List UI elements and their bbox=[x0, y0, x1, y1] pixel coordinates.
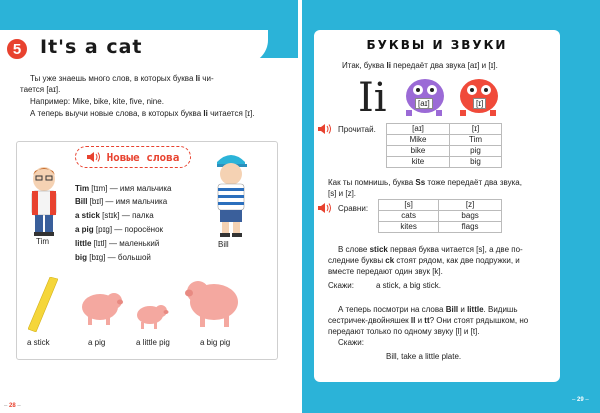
pig-illustration bbox=[78, 285, 124, 327]
letter-ii: Ii bbox=[195, 74, 201, 83]
intro-text: чи- bbox=[200, 74, 214, 83]
intro-paragraph-2: Например: Mike, bike, kite, five, nine. bbox=[30, 97, 164, 106]
intro-paragraph-1-cont: тается [aɪ]. bbox=[20, 85, 61, 94]
read-label: Прочитай. bbox=[338, 125, 376, 134]
speaker-icon[interactable] bbox=[318, 124, 332, 134]
say-phrase: a stick, a big stick. bbox=[376, 281, 441, 290]
speaker-icon[interactable] bbox=[87, 152, 101, 162]
object-caption: a big pig bbox=[200, 338, 231, 347]
lesson-title: It's a cat bbox=[40, 36, 143, 58]
read-table: [aɪ] [ɪ] Mike Tim bike pig kite big bbox=[386, 123, 502, 168]
compare-table: [s] [z] cats bags kites flags bbox=[378, 199, 502, 233]
big-pig-illustration bbox=[184, 272, 246, 328]
intro-text: А теперь выучи новые слова, в которых буква bbox=[30, 109, 204, 118]
monster-label: [ɪ] bbox=[473, 98, 486, 109]
intro-text: читается [ɪ]. bbox=[210, 109, 255, 118]
ss-paragraph-cont: [s] и [z]. bbox=[328, 189, 357, 198]
compare-label: Сравни: bbox=[338, 204, 369, 213]
left-page bbox=[0, 0, 298, 413]
say-label: Скажи: bbox=[338, 338, 364, 347]
monster-label: [aɪ] bbox=[415, 98, 433, 109]
stick-illustration bbox=[28, 277, 58, 332]
letter-ii: Ii bbox=[203, 109, 208, 118]
bill-paragraph: сестричек-двойняшек ll и tt? Они стоят рядышком, но bbox=[328, 316, 529, 325]
stick-paragraph: В слове stick первая буква читается [s], а две по- bbox=[338, 245, 523, 254]
purple-monster-illustration bbox=[402, 70, 448, 118]
ss-paragraph: Как ты помнишь, буква Ss тоже передаёт два звука, bbox=[328, 178, 522, 187]
red-monster-illustration bbox=[456, 70, 502, 118]
right-page bbox=[302, 0, 600, 413]
little-pig-illustration bbox=[133, 298, 169, 330]
vocab-line: big [bɪg] — большой bbox=[75, 253, 151, 262]
vocab-line: Tim [tɪm] — имя мальчика bbox=[75, 184, 172, 193]
bill-paragraph: передают только по одному звуку [l] и [t]. bbox=[328, 327, 480, 336]
page-number-left: – 28 – bbox=[4, 403, 21, 409]
stick-paragraph: следние буквы ck стоят рядом, как две подружки, и bbox=[328, 256, 520, 265]
intro-text: Ты уже знаешь много слов, в которых буква bbox=[30, 74, 196, 83]
object-caption: a stick bbox=[27, 338, 50, 347]
object-caption: a pig bbox=[88, 338, 106, 347]
say-label: Скажи: bbox=[328, 281, 354, 290]
speaker-icon[interactable] bbox=[318, 203, 332, 213]
page-number-right: – 29 – bbox=[572, 397, 589, 403]
say-phrase: Bill, take a little plate. bbox=[386, 352, 462, 361]
intro-line: Итак, буква Ii передаёт два звука [aɪ] и [ɪ]. bbox=[342, 61, 498, 70]
tim-illustration bbox=[22, 165, 66, 237]
section-title: БУКВЫ И ЗВУКИ bbox=[366, 38, 508, 52]
vocab-line: Bill [bɪl] — имя мальчика bbox=[75, 197, 168, 206]
intro-paragraph-1 bbox=[20, 73, 282, 84]
intro-paragraph-3 bbox=[20, 108, 282, 119]
big-letter-ii: Ii bbox=[358, 75, 387, 121]
vocab-line: a stick [stɪk] — палка bbox=[75, 211, 154, 220]
content-panel bbox=[314, 30, 560, 382]
lesson-number-badge: 5 bbox=[5, 37, 29, 61]
vocab-header bbox=[75, 146, 191, 168]
vocab-header-label: Новые слова bbox=[106, 150, 180, 164]
vocab-line: little [lɪtl] — маленький bbox=[75, 239, 160, 248]
bill-illustration bbox=[209, 150, 253, 238]
bill-caption: Bill bbox=[218, 240, 229, 249]
vocab-line: a pig [pɪg] — поросёнок bbox=[75, 225, 164, 234]
tim-caption: Tim bbox=[36, 237, 50, 246]
stick-paragraph: вместе передают один звук [k]. bbox=[328, 267, 443, 276]
bill-paragraph: А теперь посмотри на слова Bill и little. Видишь bbox=[338, 305, 518, 314]
object-caption: a little pig bbox=[136, 338, 170, 347]
